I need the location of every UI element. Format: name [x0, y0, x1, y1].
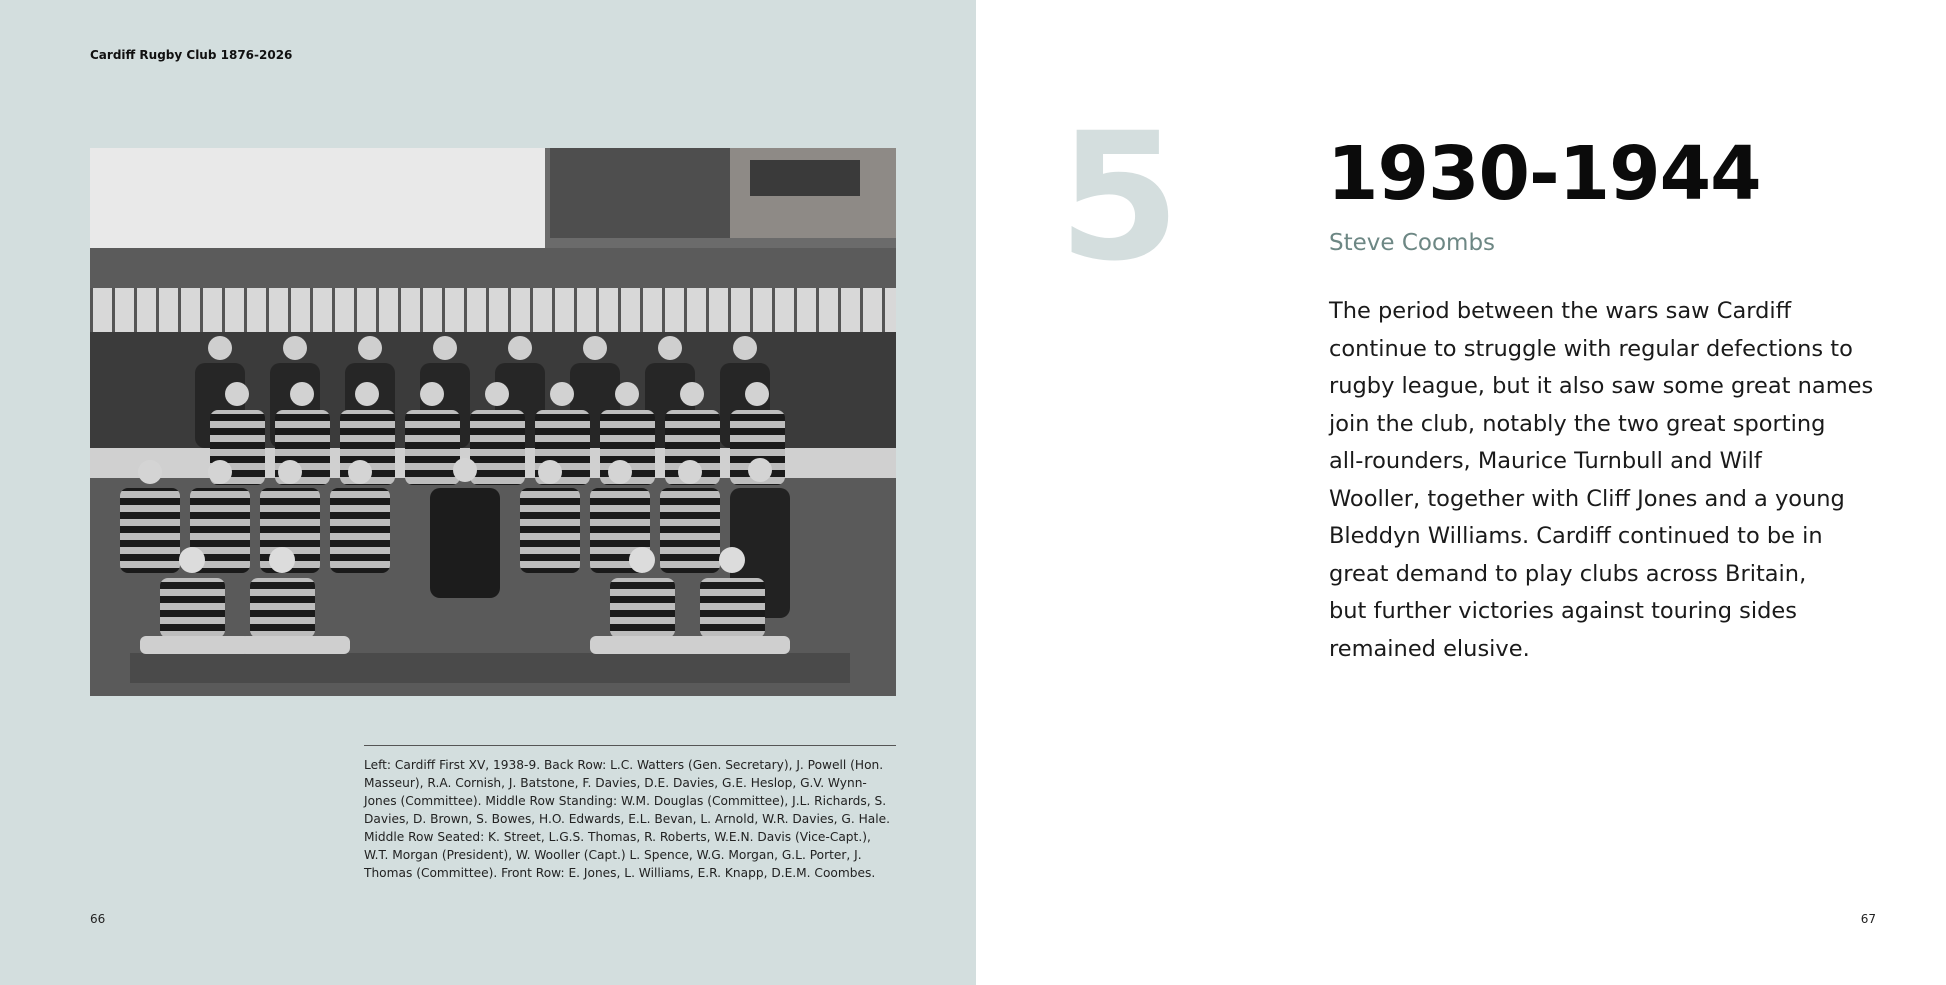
body-line: The period between the wars saw Cardiff	[1329, 298, 1792, 324]
caption-divider	[364, 745, 896, 746]
chapter-intro-text	[1329, 293, 1884, 668]
chapter-author: Steve Coombs	[1329, 230, 1496, 256]
page-number-right: 67	[1860, 912, 1876, 926]
page-number-left: 66	[90, 912, 106, 926]
chapter-number: 5	[1058, 95, 1177, 300]
photo-caption: Left: Cardiff First XV, 1938-9. Back Row: L.C. Watters (Gen. Secretary), J. Powell (Hon. Masseur), R.A. Cornish, J. Batstone, F. Davies, D.E. Davies, G.E. Heslop, G.V. Wynn-Jones (Committee). Middle Row Standing: W.M. Douglas (Committee), J.L. Richards, S. Davies, D. Brown, S. Bowes, H.O. Edwards, E.L. Bevan, L. Arnold, W.R. Davies, G. Hale. Middle Row Seated: K. Street, L.G.S. Thomas, R. Roberts, W.E.N. Davis (Vice-Capt.), W.T. Morgan (President), W. Wooller (Capt.) L. Spence, W.G. Morgan, G.L. Porter, J. Thomas (Committee). Front Row: E. Jones, L. Williams, E.R. Knapp, D.E.M. Coombes.	[364, 758, 891, 880]
body-line: join the club, notably the two great sporting	[1329, 410, 1826, 437]
team-photo	[90, 148, 896, 696]
body-line: Bleddyn Williams. Cardiff continued to be in	[1329, 523, 1823, 549]
team-photo-image	[90, 148, 896, 696]
body-line: but further victories against touring sides	[1329, 598, 1797, 624]
body-line: continue to struggle with regular defections to	[1329, 335, 1853, 362]
body-line: remained elusive.	[1329, 635, 1530, 662]
right-page	[976, 0, 1946, 985]
body-line: Wooller, together with Cliff Jones and a young	[1329, 485, 1845, 512]
body-line: rugby league, but it also saw some great names	[1329, 373, 1874, 399]
body-line: great demand to play clubs across Britain,	[1329, 560, 1807, 587]
chapter-title: 1930-1944	[1327, 131, 1761, 217]
body-line: all-rounders, Maurice Turnbull and Wilf	[1329, 448, 1762, 474]
running-head: Cardiff Rugby Club 1876-2026	[90, 48, 293, 62]
